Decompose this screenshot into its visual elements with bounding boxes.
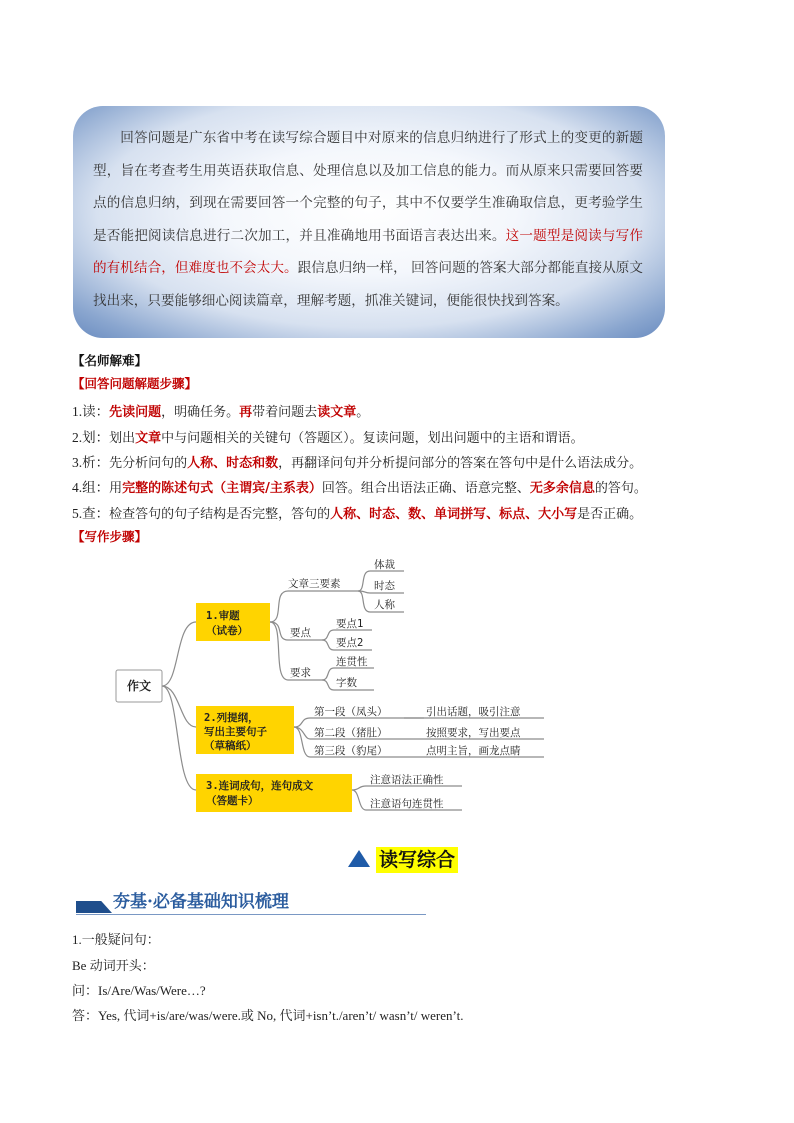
step-2-p2: 中与问题相关的关键句（答题区）。复读问题，划出问题中的主语和谓语。 (161, 431, 584, 446)
step-5-p2: 是否正确。 (577, 507, 643, 522)
step-3-num: 3.析： (72, 455, 110, 470)
mindmap-p3: 第三段（豹尾） (314, 745, 388, 757)
intro-seg1: 回答问题是广东省中考在读写综合题目中对原来的信息归纳进行了形式上的变更的新题型，旨在考查考生用英语获取信息、处理信息以及加工信息的能力。而从原来只需要回答要点的信息归纳，到现在需要回答一个完整的句子，其中不仅要学生准确取信息，更考验学生是否能把阅读信息进行二次加工，并且准确地用书面语言表达出来。 (93, 130, 643, 244)
section-banner (76, 888, 426, 916)
mindmap-lianguan: 连贯性 (336, 656, 368, 668)
bottom-line-1: 1.一般疑问句： (72, 932, 160, 947)
intro-seg3: 跟信息归纳一样， 回答问题的答案大部分都能直接从原文找出来，只要能够细心阅读篇章，理解考题，抓准关键词，便能很快找到答案。 (93, 260, 644, 309)
mindmap-tici: 体裁 (374, 559, 395, 571)
mindmap-box3-line1: 3.连词成句，连句成文 (206, 780, 314, 792)
step-2-p1: 文章 (135, 431, 162, 446)
mindmap-p3-right: 点明主旨，画龙点睛 (426, 745, 521, 757)
step-4-p2: 回答。组合出语法正确、语意完整、 (321, 481, 530, 496)
mindmap-p2: 第二段（猪肚） (314, 727, 388, 739)
step-1-p5: 。 (356, 405, 370, 420)
mindmap-check2: 注意语句连贯性 (370, 798, 444, 810)
step-1-num: 1.读： (72, 404, 110, 419)
step-4 (72, 476, 647, 496)
writing-mindmap (0, 540, 794, 830)
mindmap-yaodian: 要点 (290, 627, 311, 639)
banner-title: 夯基·必备基础知识梳理 (113, 892, 289, 912)
step-2-num: 2.划： (72, 430, 110, 445)
bottom-line-3: 问：Is/Are/Was/Were…? (72, 983, 206, 998)
mindmap-shitai: 时态 (374, 580, 395, 592)
mindmap-box2-line2: 写出主要句子 (204, 726, 267, 738)
step-4-p4: 的答句。 (594, 481, 647, 496)
mindmap-zishu: 字数 (336, 677, 357, 689)
step-3-p1: 人称、时态和数 (187, 456, 279, 471)
step-1 (72, 400, 369, 420)
step-1-p0: 先读问题 (109, 405, 162, 420)
mindmap-box1-line2: （试卷） (206, 625, 248, 637)
heading-teacher: 【名师解难】 (72, 353, 148, 368)
step-3-p0: 先分析问句的 (109, 456, 188, 471)
step-5-p1: 人称、时态、数、单词拼写、标点、大小写 (330, 507, 578, 522)
mindmap-p1-right: 引出话题，吸引注意 (426, 706, 521, 718)
heading-writing: 【写作步骤】 (72, 529, 148, 544)
step-3-p2: ，再翻译问句并分析提问部分的答案在答句中是什么语法成分。 (278, 456, 643, 471)
mindmap-wenzhang: 文章三要素 (288, 578, 341, 590)
step-4-p0: 用 (109, 481, 123, 496)
mindmap-box1-line1: 1.审题 (206, 610, 240, 622)
banner-underline (76, 914, 426, 915)
mindmap-p1: 第一段（凤头） (314, 706, 388, 718)
step-5-p0: 检查答句的句子结构是否完整，答句的 (109, 507, 331, 522)
mindmap-p2-right: 按照要求，写出要点 (426, 727, 521, 739)
step-1-p4: 读文章 (317, 405, 357, 420)
bottom-line-4: 答：Yes, 代词+is/are/was/were.或 No, 代词+isn’t./aren’t/ wasn’t/ weren’t. (72, 1008, 464, 1023)
intro-seg2-highlight: 这一题型是阅读与写作的有机结合，但难度也不会太大。 (93, 227, 644, 276)
mindmap-root-label: 作文 (126, 679, 152, 693)
step-4-p1: 完整的陈述句式（主谓宾/主系表） (122, 481, 322, 496)
mindmap-box3-line2: （答题卡） (206, 795, 259, 807)
step-5 (72, 502, 642, 522)
step-4-p3: 无多余信息 (529, 481, 595, 496)
triangle-icon (348, 850, 370, 867)
banner-bar-icon (76, 901, 112, 913)
step-1-p2: 再 (239, 405, 253, 420)
step-5-num: 5.查： (72, 506, 110, 521)
mindmap-yaodian1: 要点1 (336, 618, 364, 630)
section-title: 读写综合 (376, 847, 458, 873)
step-3 (72, 451, 642, 471)
mindmap-check1: 注意语法正确性 (370, 774, 444, 786)
intro-box (73, 106, 665, 338)
step-2-p0: 划出 (109, 431, 136, 446)
intro-paragraph (93, 122, 643, 317)
step-1-p1: ，明确任务。 (161, 405, 240, 420)
mindmap-yaoqiu: 要求 (290, 667, 311, 679)
mindmap-box2-line1: 2.列提纲， (204, 712, 259, 724)
step-1-p3: 带着问题去 (252, 405, 318, 420)
bottom-line-2: Be 动词开头： (72, 958, 155, 973)
step-2 (72, 426, 584, 446)
mindmap-yaodian2: 要点2 (336, 637, 364, 649)
mindmap-renchen: 人称 (374, 599, 395, 611)
mindmap-box2-line3: （草稿纸） (204, 740, 257, 752)
heading-steps: 【回答问题解题步骤】 (72, 376, 198, 391)
step-4-num: 4.组： (72, 480, 110, 495)
